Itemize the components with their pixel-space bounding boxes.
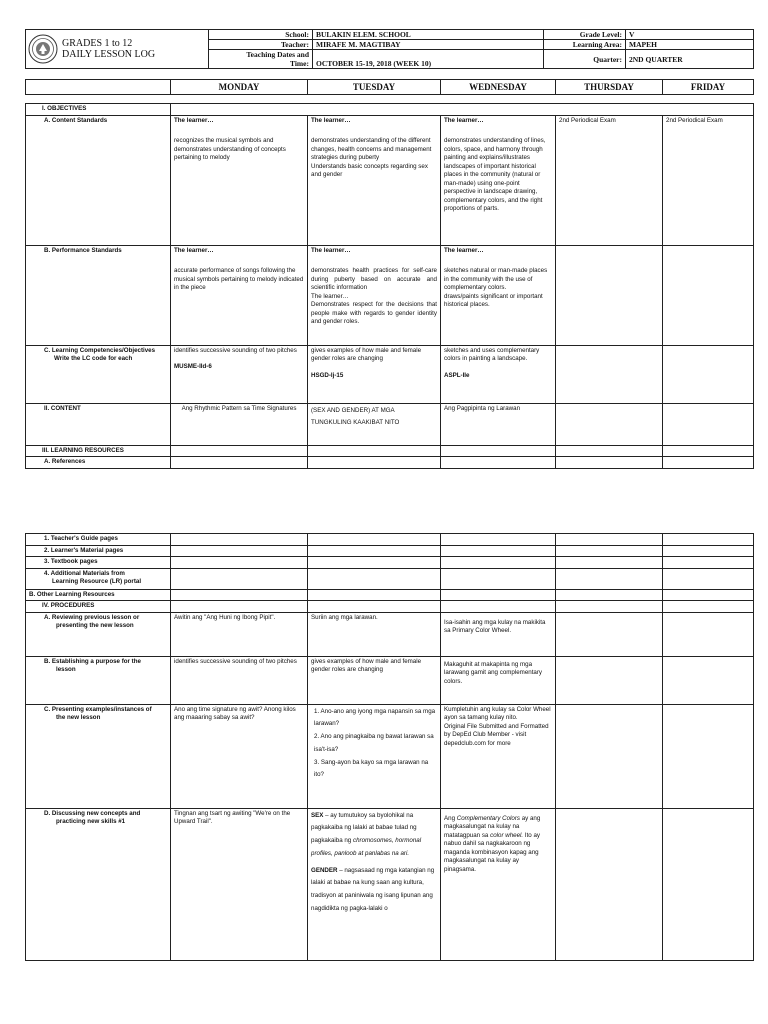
objectives-heading: I. OBJECTIVES	[26, 104, 171, 116]
color-wheel-italic: color wheel.	[490, 831, 524, 839]
lc-monday-text: identifies successive sounding of two pitches	[174, 346, 297, 354]
additional-materials-line1: 4. Additional Materials from	[44, 569, 125, 577]
complementary-text-2: ay ang magkasalungat na kulay na matatagpuan sa	[444, 814, 541, 839]
references-label: A. References	[26, 457, 171, 469]
content-tuesday-line1: (SEX AND GENDER) AT MGA	[311, 406, 395, 414]
sex-definition: – ay tumutukoy sa byolohikal na pagkakaiba ng lalaki at babae tulad ng pagkakaiba ng	[311, 811, 417, 845]
presenting-examples-label-line2: the new lesson	[56, 714, 101, 722]
deped-seal-icon	[28, 34, 58, 64]
performance-standards-friday	[663, 245, 754, 345]
lc-tuesday-code: HSGD-Ij-15	[311, 371, 344, 379]
performance-standards-label: B. Performance Standards	[26, 245, 171, 345]
learning-competencies-label	[26, 345, 171, 403]
presenting-monday: Ano ang time signature ng awit? Anong kilos ang maaaring sabay sa awit?	[171, 704, 308, 808]
content-friday	[663, 403, 754, 445]
purpose-label-line2: lesson	[56, 666, 76, 674]
complementary-text-1: Ang	[444, 814, 457, 822]
content-standards-label: A. Content Standards	[26, 115, 171, 245]
presenting-examples-label	[26, 704, 171, 808]
school-label: School:	[209, 30, 313, 40]
lc-monday-code: MUSME-IId-6	[174, 363, 212, 371]
lc-tuesday-text: gives examples of how male and female gender roles are changing	[311, 346, 422, 363]
learner-label: The learner…	[311, 292, 349, 300]
day-friday: FRIDAY	[663, 80, 754, 95]
learning-competency-wednesday	[441, 345, 556, 403]
sex-term: SEX	[311, 811, 324, 819]
reviewing-monday: Awitin ang "Ang Huni ng Ibong Pipit".	[171, 612, 308, 656]
discussing-concepts-label	[26, 808, 171, 960]
performance-standards-thursday	[556, 245, 663, 345]
learning-area-label: Learning Area:	[544, 40, 626, 50]
day-thursday: THURSDAY	[556, 80, 663, 95]
logo-title-cell	[26, 30, 209, 69]
content-tuesday	[308, 403, 441, 445]
days-header-blank	[26, 80, 171, 95]
performance-standards-wednesday	[441, 245, 556, 345]
content-standards-friday: 2nd Periodical Exam	[663, 115, 754, 245]
discussing-monday: Tingnan ang tsart ng awiting "We're on the Upward Trail".	[171, 808, 308, 960]
day-wednesday: WEDNESDAY	[441, 80, 556, 95]
presenting-tuesday-q3: 3. Sang-ayon ba kayo sa mga larawan na ito?	[314, 758, 429, 779]
learner-label: The learner…	[311, 116, 351, 124]
header-table	[25, 29, 754, 69]
learner-label: The learner…	[444, 246, 484, 254]
discussing-concepts-label-line2: practicing new skills #1	[56, 818, 126, 826]
learner-label: The learner…	[174, 116, 214, 124]
teachers-guide-label: 1. Teacher's Guide pages	[26, 534, 171, 546]
content-heading: II. CONTENT	[26, 403, 171, 445]
learners-material-label: 2. Learner's Material pages	[26, 545, 171, 557]
performance-standard-monday-text: accurate performance of songs following the musical symbols pertaining to melody indicated in the piece	[174, 267, 304, 292]
additional-materials-line2: Learning Resource (LR) portal	[52, 578, 142, 586]
learner-label: The learner…	[444, 116, 484, 124]
purpose-label	[26, 656, 171, 704]
learning-competency-thursday	[556, 345, 663, 403]
discussing-tuesday	[308, 808, 441, 960]
content-standard-tuesday-text: demonstrates understanding of the different changes, health concerns and management strategies during puberty	[311, 137, 432, 162]
procedures-heading: IV. PROCEDURES	[26, 601, 171, 613]
reviewing-tuesday: Suriin ang mga larawan.	[308, 612, 441, 656]
presenting-tuesday-q2: 2. Ano ang pinagkaiba ng bawat larawan sa isa't-isa?	[314, 733, 434, 753]
day-monday: MONDAY	[171, 80, 308, 95]
performance-standard-tuesday-text: demonstrates health practices for self-care during puberty based on accurate and scientific information	[311, 267, 437, 292]
content-wednesday: Ang Pagpipinta ng Larawan	[441, 403, 556, 445]
form-title-line1: GRADES 1 to 12	[62, 38, 133, 49]
gender-term: GENDER	[311, 866, 338, 874]
learning-area-value: MAPEH	[626, 40, 754, 50]
grade-level-value: V	[626, 30, 754, 40]
content-standards-tuesday	[308, 115, 441, 245]
complementary-colors-italic: Complementary Colors	[456, 814, 521, 822]
grade-level-label: Grade Level:	[544, 30, 626, 40]
discussing-wednesday	[441, 808, 556, 960]
performance-standards-tuesday	[308, 245, 441, 345]
lesson-table-part2	[25, 533, 754, 961]
learning-competency-friday	[663, 345, 754, 403]
presenting-tuesday	[308, 704, 441, 808]
content-standard-monday-text: recognizes the musical symbols and demonstrates understanding of concepts pertaining to melody	[174, 137, 286, 162]
performance-standard-wednesday-text: sketches natural or man-made places in the community with the use of complementary colors.	[444, 267, 548, 292]
reviewing-lesson-label-line2: presenting the new lesson	[56, 622, 134, 630]
teaching-dates-label-line2: Time:	[289, 59, 309, 68]
objectives-blank	[171, 104, 754, 116]
content-standards-monday	[171, 115, 308, 245]
content-monday: Ang Rhythmic Pattern sa Time Signatures	[171, 403, 308, 445]
purpose-tuesday: gives examples of how male and female gender roles are changing	[308, 656, 441, 704]
school-value: BULAKIN ELEM. SCHOOL	[313, 30, 544, 40]
purpose-label-line1: B. Establishing a purpose for the	[44, 657, 141, 665]
teacher-label: Teacher:	[209, 40, 313, 50]
purpose-monday: identifies successive sounding of two pitches	[171, 656, 308, 704]
teacher-value: MIRAFE M. MAGTIBAY	[313, 40, 544, 50]
learner-label: The learner…	[311, 246, 351, 254]
lesson-table-part1	[25, 103, 754, 469]
reviewing-lesson-label	[26, 612, 171, 656]
content-thursday	[556, 403, 663, 445]
learning-competency-tuesday	[308, 345, 441, 403]
sex-definition-italic: chromosomes, hormonal profiles, panloob at panlabas na ari.	[311, 837, 422, 857]
quarter-value: 2ND QUARTER	[626, 50, 754, 69]
presenting-wednesday-note: Original File Submitted and Formatted by DepEd Club Member - visit depedclub.com for more	[444, 722, 549, 747]
gender-definition: – nagsasaad ng mga katangian ng lalaki at babae na kung saan ang kultura, tradisyon at paniniwala ng isang lipunan ang nagdidikta ng pagka-lalaki o	[311, 866, 435, 912]
learning-competencies-label-line1: C. Learning Competencies/Objectives	[44, 346, 156, 354]
quarter-label: Quarter:	[544, 50, 626, 69]
other-resources-label: B. Other Learning Resources	[26, 589, 171, 601]
learning-resources-heading: III. LEARNING RESOURCES	[26, 445, 171, 457]
learning-competency-monday	[171, 345, 308, 403]
presenting-tuesday-q1: 1. Ano-ano ang iyong mga napansin sa mga larawan?	[314, 707, 436, 728]
content-standard-wednesday-text: demonstrates understanding of lines, colors, space, and harmony through painting and explains/illustrates landscapes of important historical places in the community (natural or man-made) using one-point perspective in landscape drawing, complementary colors, and the right proportions of parts.	[444, 137, 546, 213]
performance-standards-monday	[171, 245, 308, 345]
purpose-wednesday: Makaguhit at makapinta ng mga larawang gamit ang complementary colors.	[441, 656, 556, 704]
days-header-table	[25, 79, 754, 95]
reviewing-wednesday: Isa-isahin ang mga kulay na makikita sa Primary Color Wheel.	[441, 612, 556, 656]
teaching-dates-label	[209, 50, 313, 69]
textbook-pages-label: 3. Textbook pages	[26, 557, 171, 569]
performance-standard-wednesday-text2: draws/paints significant or important historical places.	[444, 292, 543, 309]
learning-competencies-label-line2: Write the LC code for each	[54, 355, 133, 363]
day-tuesday: TUESDAY	[308, 80, 441, 95]
discussing-concepts-label-line1: D. Discussing new concepts and	[44, 809, 141, 817]
learner-label: The learner…	[174, 246, 214, 254]
lc-wednesday-text: sketches and uses complementary colors in painting a landscape.	[444, 346, 540, 363]
presenting-wednesday-text: Kumpletuhin ang kulay sa Color Wheel ayon sa tamang kulay nito.	[444, 705, 551, 722]
content-standards-wednesday	[441, 115, 556, 245]
content-standard-tuesday-text2: Understands basic concepts regarding sex and gender	[311, 162, 428, 179]
content-standards-thursday: 2nd Periodical Exam	[556, 115, 663, 245]
reviewing-lesson-label-line1: A. Reviewing previous lesson or	[44, 613, 140, 621]
performance-standard-tuesday-text2: Demonstrates respect for the decisions that people make with regards to gender identity and gender roles.	[311, 301, 437, 326]
teaching-dates-value: OCTOBER 15-19, 2018 (WEEK 10)	[313, 50, 544, 69]
form-title-line2: DAILY LESSON LOG	[62, 49, 156, 60]
additional-materials-label	[26, 568, 171, 589]
content-tuesday-line2: TUNGKULING KAAKIBAT NITO	[311, 418, 400, 426]
teaching-dates-label-line1: Teaching Dates and	[246, 50, 309, 59]
lc-wednesday-code: ASPL-IIe	[444, 371, 470, 379]
presenting-wednesday	[441, 704, 556, 808]
presenting-examples-label-line1: C. Presenting examples/instances of	[44, 705, 152, 713]
complementary-text-3: Ito ay nabuo dahil sa nagkakaroon ng maganda kombinasyon kapag ang magkasalungat na kulay ay pinagsama.	[444, 831, 540, 874]
